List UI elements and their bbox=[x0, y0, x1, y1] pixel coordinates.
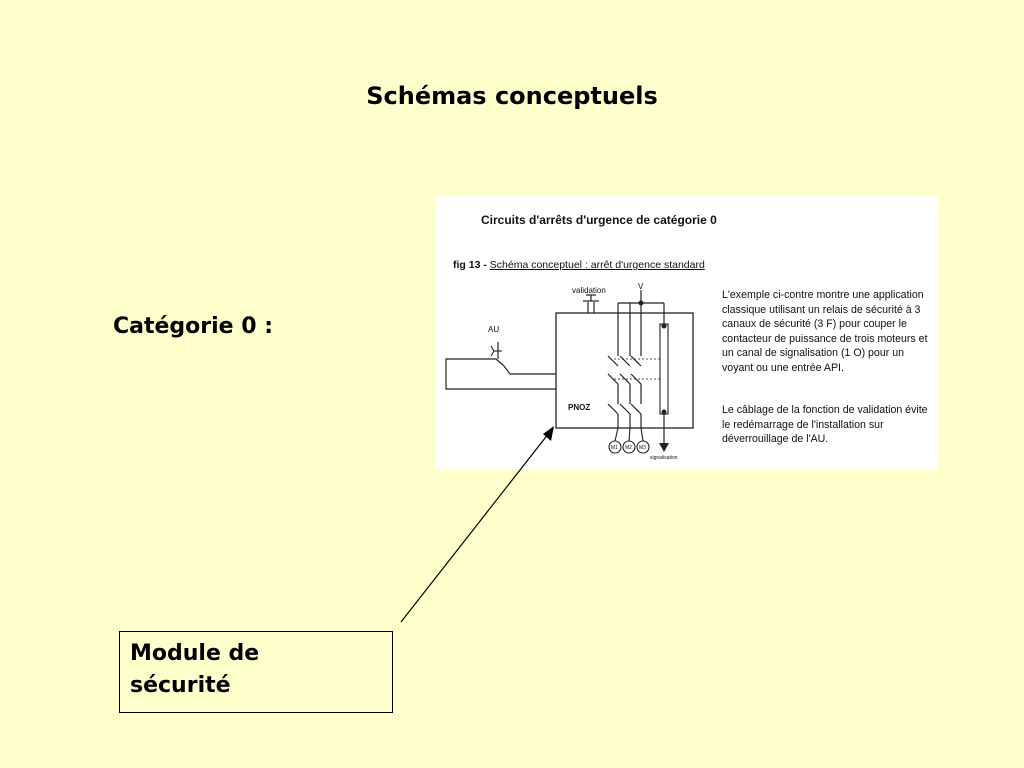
signal-label: signalisation bbox=[650, 455, 678, 461]
relay-label: PNOZ bbox=[568, 403, 591, 412]
figure-caption-number: fig 13 - bbox=[453, 259, 487, 271]
slide-title: Schémas conceptuels bbox=[366, 82, 658, 110]
motor-2-label: M2 bbox=[625, 445, 632, 451]
figure-paragraph-2: Le câblage de la fonction de validation évite le redémarrage de l'installation sur déverrouillage de l'AU. bbox=[722, 404, 928, 446]
module-callout-line-1: Module de bbox=[130, 641, 260, 666]
figure-heading: Circuits d'arrêts d'urgence de catégorie 0 bbox=[481, 213, 717, 227]
voltage-label: V bbox=[638, 282, 644, 291]
figure-paragraph-1: L'exemple ci-contre montre une application classique utilisant un relais de sécurité à 3 canaux de sécurité (3 F) pour couper le contacteur de puissance de trois moteurs et un canal de signalisation (1 O) pour un voyant ou une entrée API. bbox=[722, 289, 928, 374]
figure-caption-text: Schéma conceptuel : arrêt d'urgence standard bbox=[489, 259, 705, 271]
category-label: Catégorie 0 : bbox=[113, 314, 274, 339]
motor-1-label: M1 bbox=[611, 445, 618, 451]
motor-3-label: M3 bbox=[639, 445, 646, 451]
module-callout-line-2: sécurité bbox=[130, 673, 231, 698]
module-callout-box bbox=[119, 631, 393, 713]
validation-label: validation bbox=[572, 286, 606, 295]
emergency-stop-label: AU bbox=[488, 325, 500, 334]
